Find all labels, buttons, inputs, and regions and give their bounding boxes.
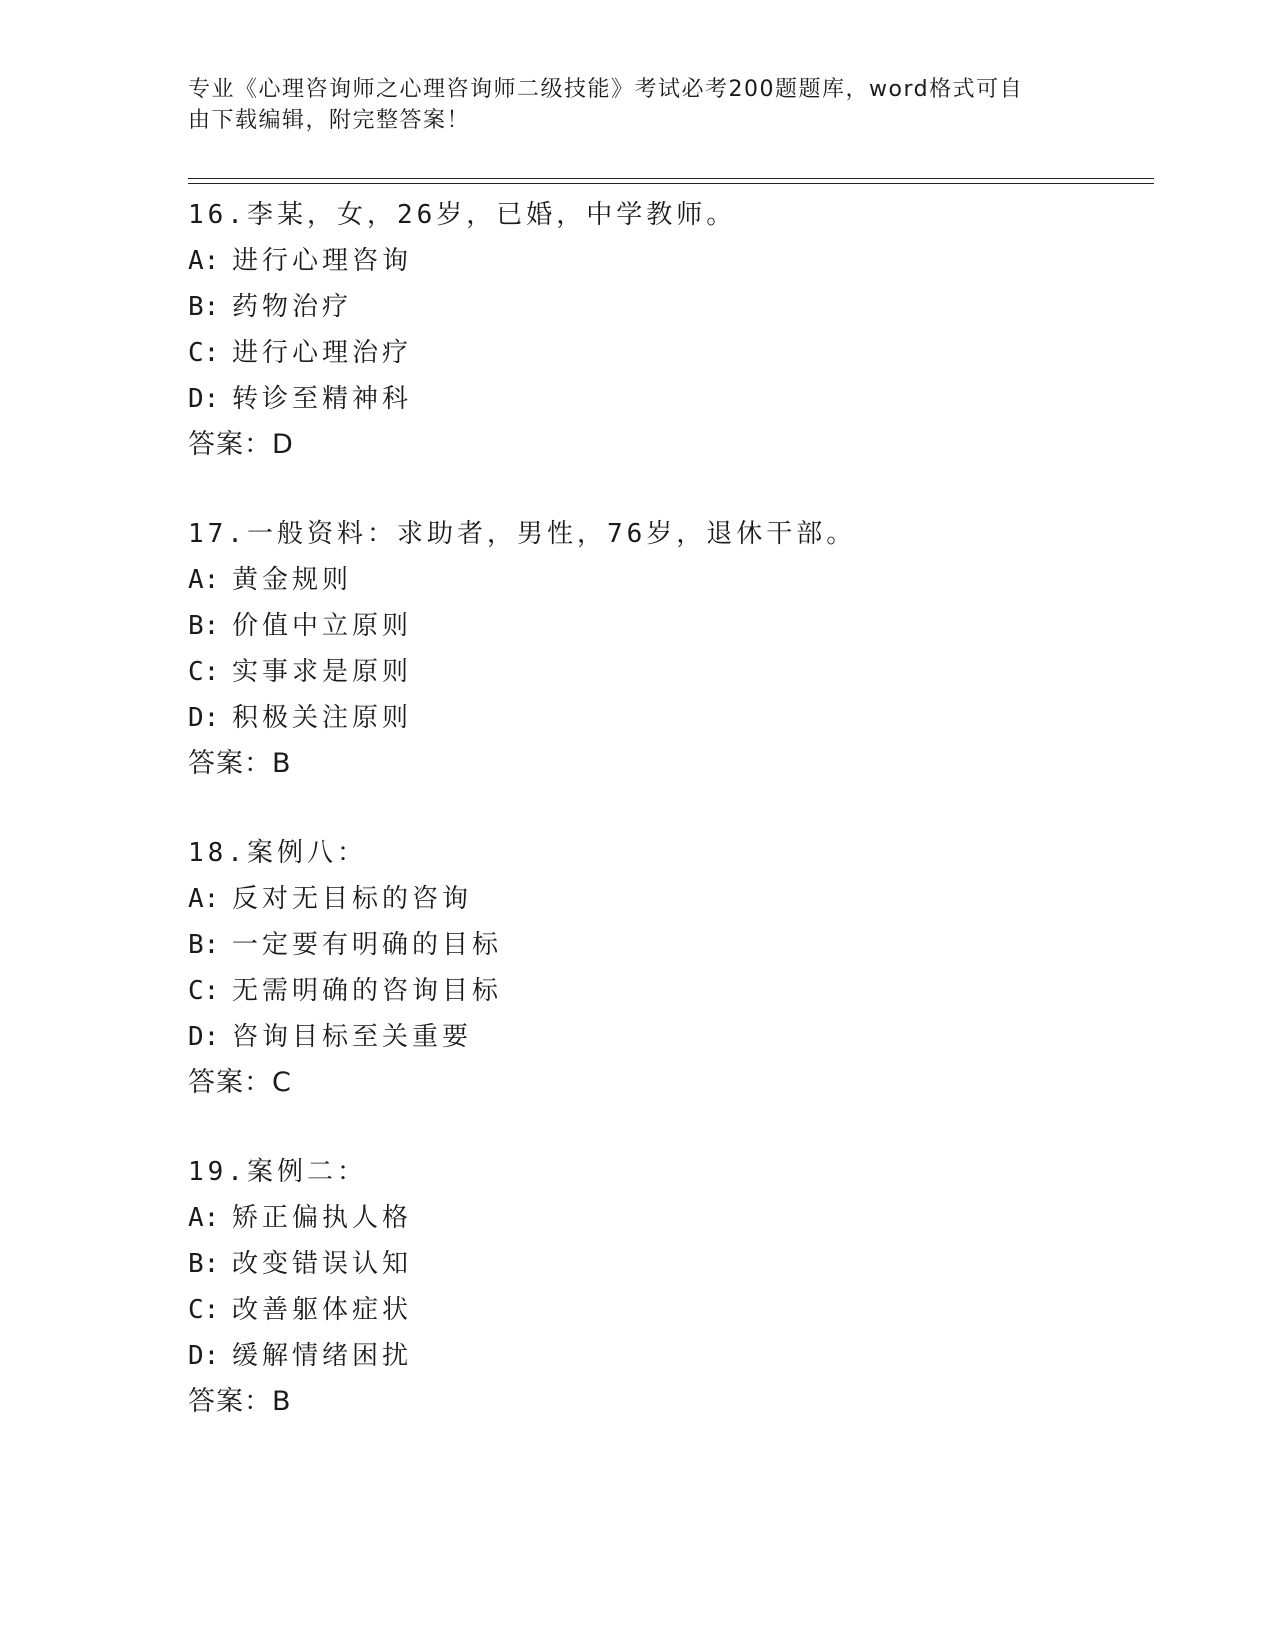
option-text: 一定要有明确的目标 [232, 930, 503, 960]
question-18 [188, 830, 1154, 1106]
option-d [188, 1014, 1154, 1060]
question-19 [188, 1149, 1154, 1425]
option-letter: A: [188, 1203, 220, 1233]
header-line-2: 由下载编辑，附完整答案！ [188, 108, 471, 133]
option-text: 药物治疗 [232, 292, 353, 322]
option-text: 进行心理治疗 [232, 338, 413, 368]
option-text: 进行心理咨询 [232, 246, 413, 276]
option-b [188, 922, 1154, 968]
option-letter: D: [188, 1341, 220, 1371]
option-text: 改善躯体症状 [232, 1295, 413, 1325]
option-letter: D: [188, 1022, 220, 1052]
option-letter: D: [188, 384, 220, 414]
option-c [188, 330, 1154, 376]
question-stem: 18.案例八： [188, 838, 367, 868]
header-line-1: 专业《心理咨询师之心理咨询师二级技能》考试必考200题题库，word格式可自 [188, 77, 1024, 102]
question-17 [188, 511, 1154, 787]
option-b [188, 603, 1154, 649]
question-list [188, 192, 1154, 1468]
option-a [188, 238, 1154, 284]
option-letter: A: [188, 246, 220, 276]
option-b [188, 284, 1154, 330]
header-divider-bottom [188, 183, 1154, 184]
option-c [188, 1287, 1154, 1333]
option-letter: B: [188, 292, 220, 322]
header-divider-top [188, 178, 1154, 179]
option-letter: C: [188, 1295, 220, 1325]
option-c [188, 968, 1154, 1014]
option-text: 缓解情绪困扰 [232, 1341, 413, 1371]
option-letter: C: [188, 338, 220, 368]
option-text: 价值中立原则 [232, 611, 413, 641]
option-text: 咨询目标至关重要 [232, 1022, 473, 1052]
option-d [188, 695, 1154, 741]
option-letter: C: [188, 976, 220, 1006]
option-a [188, 1195, 1154, 1241]
question-stem: 19.案例二： [188, 1157, 367, 1187]
option-a [188, 557, 1154, 603]
option-letter: B: [188, 1249, 220, 1279]
option-text: 积极关注原则 [232, 703, 413, 733]
option-letter: B: [188, 611, 220, 641]
option-text: 实事求是原则 [232, 657, 413, 687]
option-b [188, 1241, 1154, 1287]
answer-label: 答案：B [188, 748, 292, 779]
question-16 [188, 192, 1154, 468]
option-text: 黄金规则 [232, 565, 353, 595]
question-stem: 16.李某，女，26岁，已婚，中学教师。 [188, 200, 737, 230]
document-header [188, 74, 1068, 136]
option-letter: A: [188, 884, 220, 914]
option-d [188, 1333, 1154, 1379]
answer-label: 答案：B [188, 1386, 292, 1417]
option-text: 矫正偏执人格 [232, 1203, 413, 1233]
option-text: 改变错误认知 [232, 1249, 413, 1279]
option-text: 反对无目标的咨询 [232, 884, 473, 914]
option-c [188, 649, 1154, 695]
option-letter: B: [188, 930, 220, 960]
answer-label: 答案：C [188, 1067, 292, 1098]
option-text: 转诊至精神科 [232, 384, 413, 414]
option-letter: A: [188, 565, 220, 595]
option-letter: C: [188, 657, 220, 687]
option-letter: D: [188, 703, 220, 733]
option-text: 无需明确的咨询目标 [232, 976, 503, 1006]
option-d [188, 376, 1154, 422]
option-a [188, 876, 1154, 922]
question-stem: 17.一般资料：求助者，男性，76岁，退休干部。 [188, 519, 857, 549]
answer-label: 答案：D [188, 429, 294, 460]
